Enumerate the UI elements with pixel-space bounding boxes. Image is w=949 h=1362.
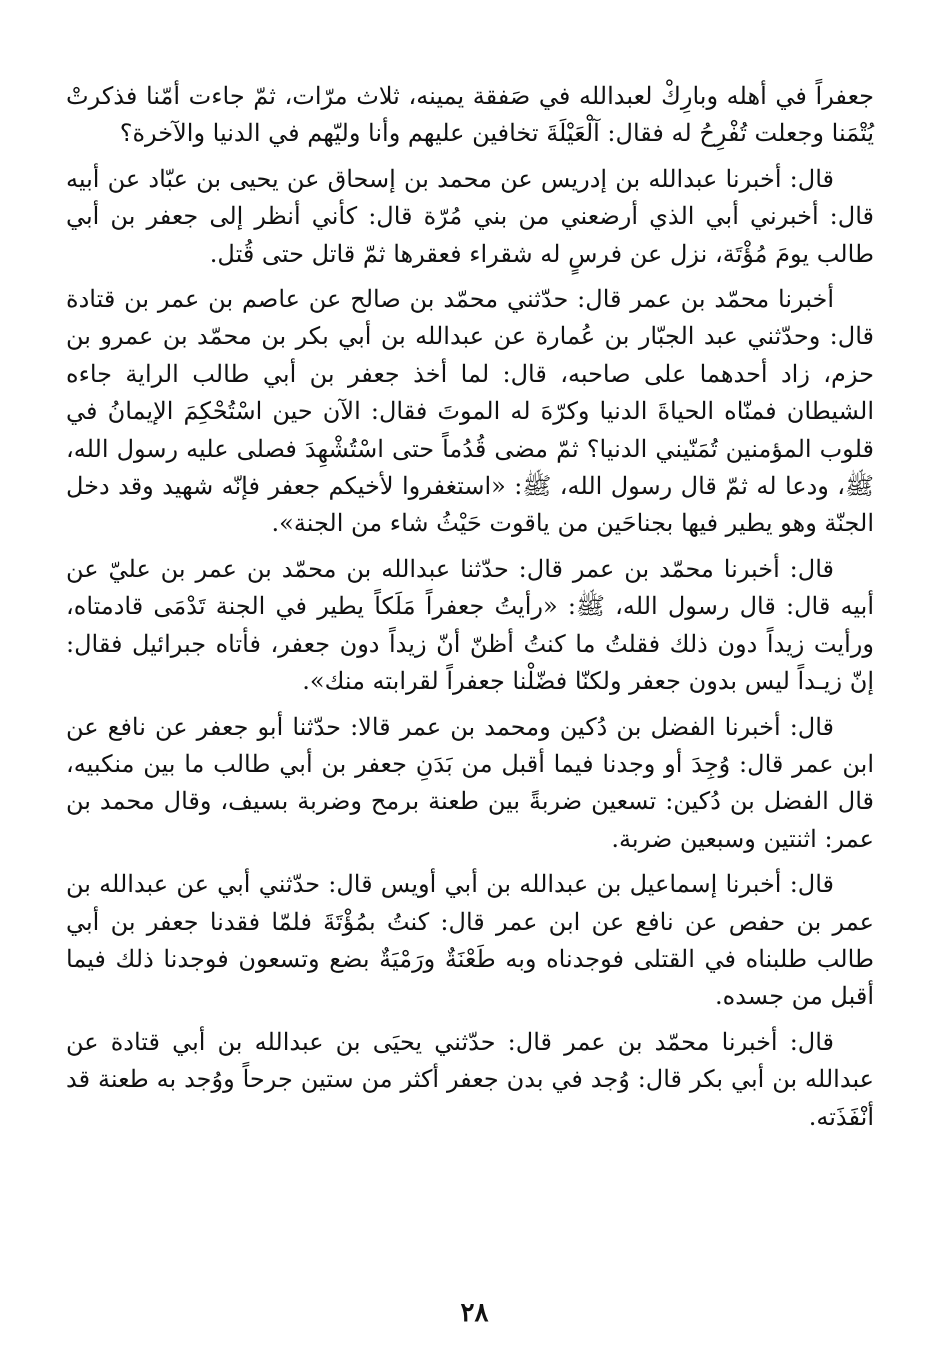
paragraph-6: قال: أخبرنا إسماعيل بن عبدالله بن أبي أويس قال: حدّثني أبي عن عبدالله بن عمر بن حفص عن نافع عن ابن عمر قال: كنتُ بمُؤْتَةَ فلمّا فقدنا جعفر بن أبي طالب طلبناه في القتلى فوجدناه وبه طَعْنَةٌ ورَمْيَةٌ بضع وتسعون فوجدنا ذلك فيما أقبل من جسده. [66,870,874,1011]
paragraph-7: قال: أخبرنا محمّد بن عمر قال: حدّثني يحيَى بن عبدالله بن أبي قتادة عن عبدالله بن أبي بكر قال: وُجد في بدن جعفر أكثر من ستين جرحاً ووُجد به طعنة قد أنْفَذَته. [66,1027,874,1131]
paragraph-4: قال: أخبرنا محمّد بن عمر قال: حدّثنا عبدالله بن محمّد بن عمر بن عليّ عن أبيه قال: قال رسول الله، ﷺ: «رأيتُ جعفراً مَلَكاً يطير في الجنة تَدْمَى قادمتاه، ورأيت زيداً دون ذلك فقلتُ ما كنتُ أظنّ أنّ زيداً دون جعفر، فأتاه جبرائيل فقال: إنّ زيـداً ليس بدون جعفر ولكنّا فضّلْنا جعفراً لقرابته منك». [66,554,874,696]
text-body [66,78,874,1144]
paragraph-2: قال: أخبرنا عبدالله بن إدريس عن محمد بن إسحاق عن يحيى بن عبّاد عن أبيه قال: أخبرني أبي الذي أرضعني من بني مُرّة قال: كأني أنظر إلى جعفر بن أبي طالب يومَ مُؤْتَة، نزل عن فرسٍ له شقراء فعقرها ثمّ قاتل حتى قُتل. [66,164,874,268]
paragraph-5: قال: أخبرنا الفضل بن دُكين ومحمد بن عمر قالا: حدّثنا أبو جعفر عن نافع عن ابن عمر قال: وُجِدَ أو وجدنا فيما أقبل من بَدَنِ جعفر بن أبي طالب ما بين منكبيه، قال الفضل بن دُكين: تسعين ضربةً بين طعنة برمح وضربة بسيف، وقال محمد بن عمر: اثنتين وسبعين ضربة. [66,712,874,853]
paragraph-1: جعفراً في أهله وبارِكْ لعبدالله في صَفقة يمينه، ثلاث مرّات، ثمّ جاءت أمّنا فذكرتْ يُتْمَنا وجعلت تُفْرِحُ له فقال: آلْعَيْلَةَ تخافين عليهم وأنا وليّهم في الدنيا والآخرة؟ [66,82,874,148]
page-number: ٢٨ [460,1298,489,1328]
paragraph-3: أخبرنا محمّد بن عمر قال: حدّثني محمّد بن صالح عن عاصم بن عمر بن قتادة قال: وحدّثني عبد الجبّار بن عُمارة عن عبدالله بن أبي بكر بن محمّد بن عمرو بن حزم، زاد أحدهما على صاحبه، قال: لما أخذ جعفر بن أبي طالب الراية جاءه الشيطان فمنّاه الحياةَ الدنيا وكرّهَ له الموتَ فقال: الآن حين اسْتُحْكِمَ الإيمانُ في قلوب المؤمنين تُمَنّيني الدنيا؟ ثمّ مضى قُدُماً حتى اسْتُشْهِدَ فصلى عليه رسول الله، ﷺ، ودعا له ثمّ قال رسول الله، ﷺ: «استغفروا لأخيكم جعفر فإنّه شهيد وقد دخل الجنّة وهو يطير فيها بجناحَين من ياقوت حَيْثُ شاء من الجنة». [66,285,874,538]
